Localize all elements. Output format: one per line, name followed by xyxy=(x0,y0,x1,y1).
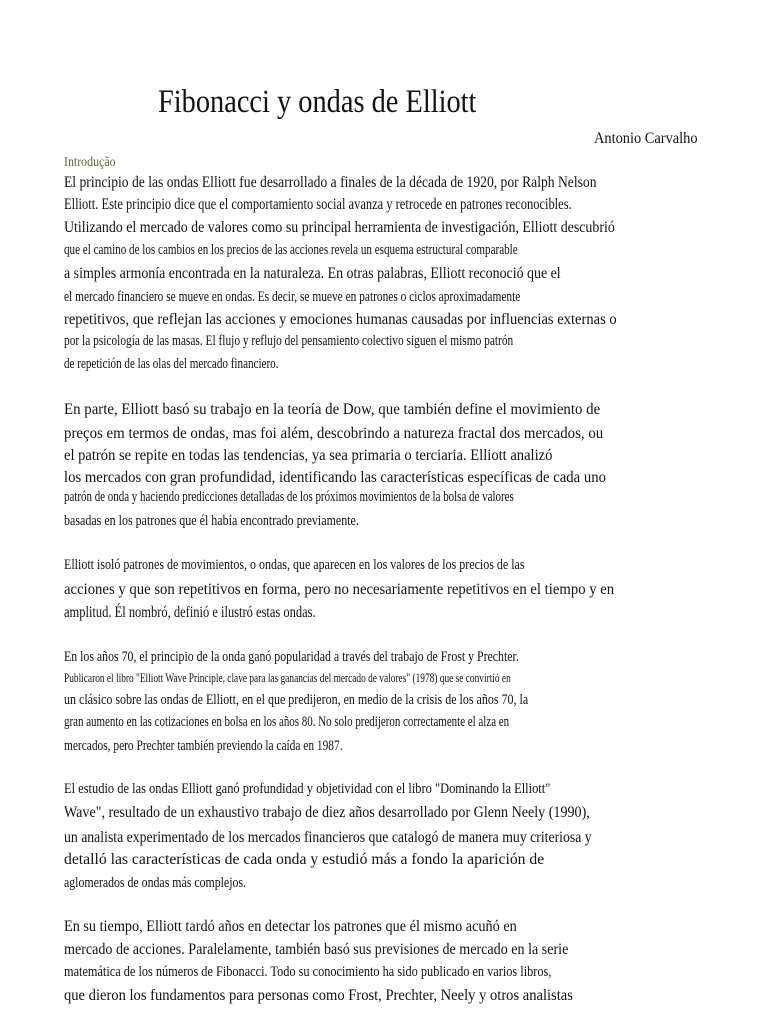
text-line: Publicaron el libro "Elliott Wave Principle, clave para las ganancias del mercado de valores" (1978) que se convirtió en xyxy=(64,670,511,685)
text-line: En los años 70, el principio de la onda ganó popularidad a través del trabajo de Frost y Prechter. xyxy=(64,649,519,665)
document-author: Antonio Carvalho xyxy=(594,130,698,147)
text-line: Elliott isoló patrones de movimientos, o ondas, que aparecen en los valores de los precios de las xyxy=(64,557,525,573)
text-line: aglomerados de ondas más complejos. xyxy=(64,875,246,891)
text-line: un clásico sobre las ondas de Elliott, en el que predijeron, en medio de la crisis de los años 70, la xyxy=(64,692,529,708)
text-line: gran aumento en las cotizaciones en bolsa en los años 80. No solo predijeron correctamente el alza en xyxy=(64,714,510,730)
text-line: de repetición de las olas del mercado financiero. xyxy=(64,356,279,372)
text-line: Wave", resultado de un exhaustivo trabajo de diez años desarrollado por Glenn Neely (1990), xyxy=(64,804,590,821)
text-line: el mercado financiero se mueve en ondas. Es decir, se mueve en patrones o ciclos aproximadamente xyxy=(64,289,521,305)
text-line: mercado de acciones. Paralelamente, también basó sus previsiones de mercado en la serie xyxy=(64,941,569,958)
text-line: preços em termos de ondas, mas foi além, descobrindo a natureza fractal dos mercados, ou xyxy=(64,425,604,442)
text-line: El estudio de las ondas Elliott ganó profundidad y objetividad con el libro "Dominando la Elliott" xyxy=(64,781,551,797)
text-line: que el camino de los cambios en los precios de las acciones revela un esquema estructural comparable xyxy=(64,242,518,258)
text-line: El principio de las ondas Elliott fue desarrollado a finales de la década de 1920, por Ralph Nelson xyxy=(64,174,597,191)
text-line: acciones y que son repetitivos en forma, pero no necesariamente repetitivos en el tiempo y en xyxy=(64,581,615,598)
text-line: los mercados con gran profundidad, identificando las características específicas de cada uno xyxy=(64,469,606,486)
text-line: Elliott. Este principio dice que el comportamiento social avanza y retrocede en patrones reconocibles. xyxy=(64,196,572,213)
text-line: En su tiempo, Elliott tardó años en detectar los patrones que él mismo acuñó en xyxy=(64,918,517,935)
text-line: basadas en los patrones que él había encontrado previamente. xyxy=(64,513,359,529)
text-line: matemática de los números de Fibonacci. Todo su conocimiento ha sido publicado en varios libros, xyxy=(64,964,552,980)
text-line: mercados, pero Prechter también previendo la caída en 1987. xyxy=(64,738,343,754)
section-heading: Introdução xyxy=(64,155,116,170)
text-line: repetitivos, que reflejan las acciones y emociones humanas causadas por influencias externas o xyxy=(64,311,617,328)
text-line: un analista experimentado de los mercados financieros que catalogó de manera muy criteriosa y xyxy=(64,829,592,846)
text-line: a simples armonía encontrada en la naturaleza. En otras palabras, Elliott reconoció que el xyxy=(64,265,561,282)
text-line: amplitud. Él nombró, definió e ilustró estas ondas. xyxy=(64,604,316,621)
text-line: detalló las características de cada onda y estudió más a fondo la aparición de xyxy=(64,851,545,868)
text-line: En parte, Elliott basó su trabajo en la teoría de Dow, que también define el movimiento de xyxy=(64,401,601,418)
text-line: por la psicología de las masas. El flujo y reflujo del pensamiento colectivo siguen el mismo patrón xyxy=(64,333,514,349)
text-line: que dieron los fundamentos para personas como Frost, Prechter, Neely y otros analistas xyxy=(64,987,573,1004)
text-line: patrón de onda y haciendo predicciones detalladas de los próximos movimientos de la bolsa de valores xyxy=(64,489,514,505)
text-line: Utilizando el mercado de valores como su principal herramienta de investigación, Elliott descubrió xyxy=(64,219,615,236)
text-line: el patrón se repite en todas las tendencias, ya sea primaria o terciaria. Elliott analizó xyxy=(64,447,553,464)
document-title: Fibonacci y ondas de Elliott xyxy=(158,84,477,120)
